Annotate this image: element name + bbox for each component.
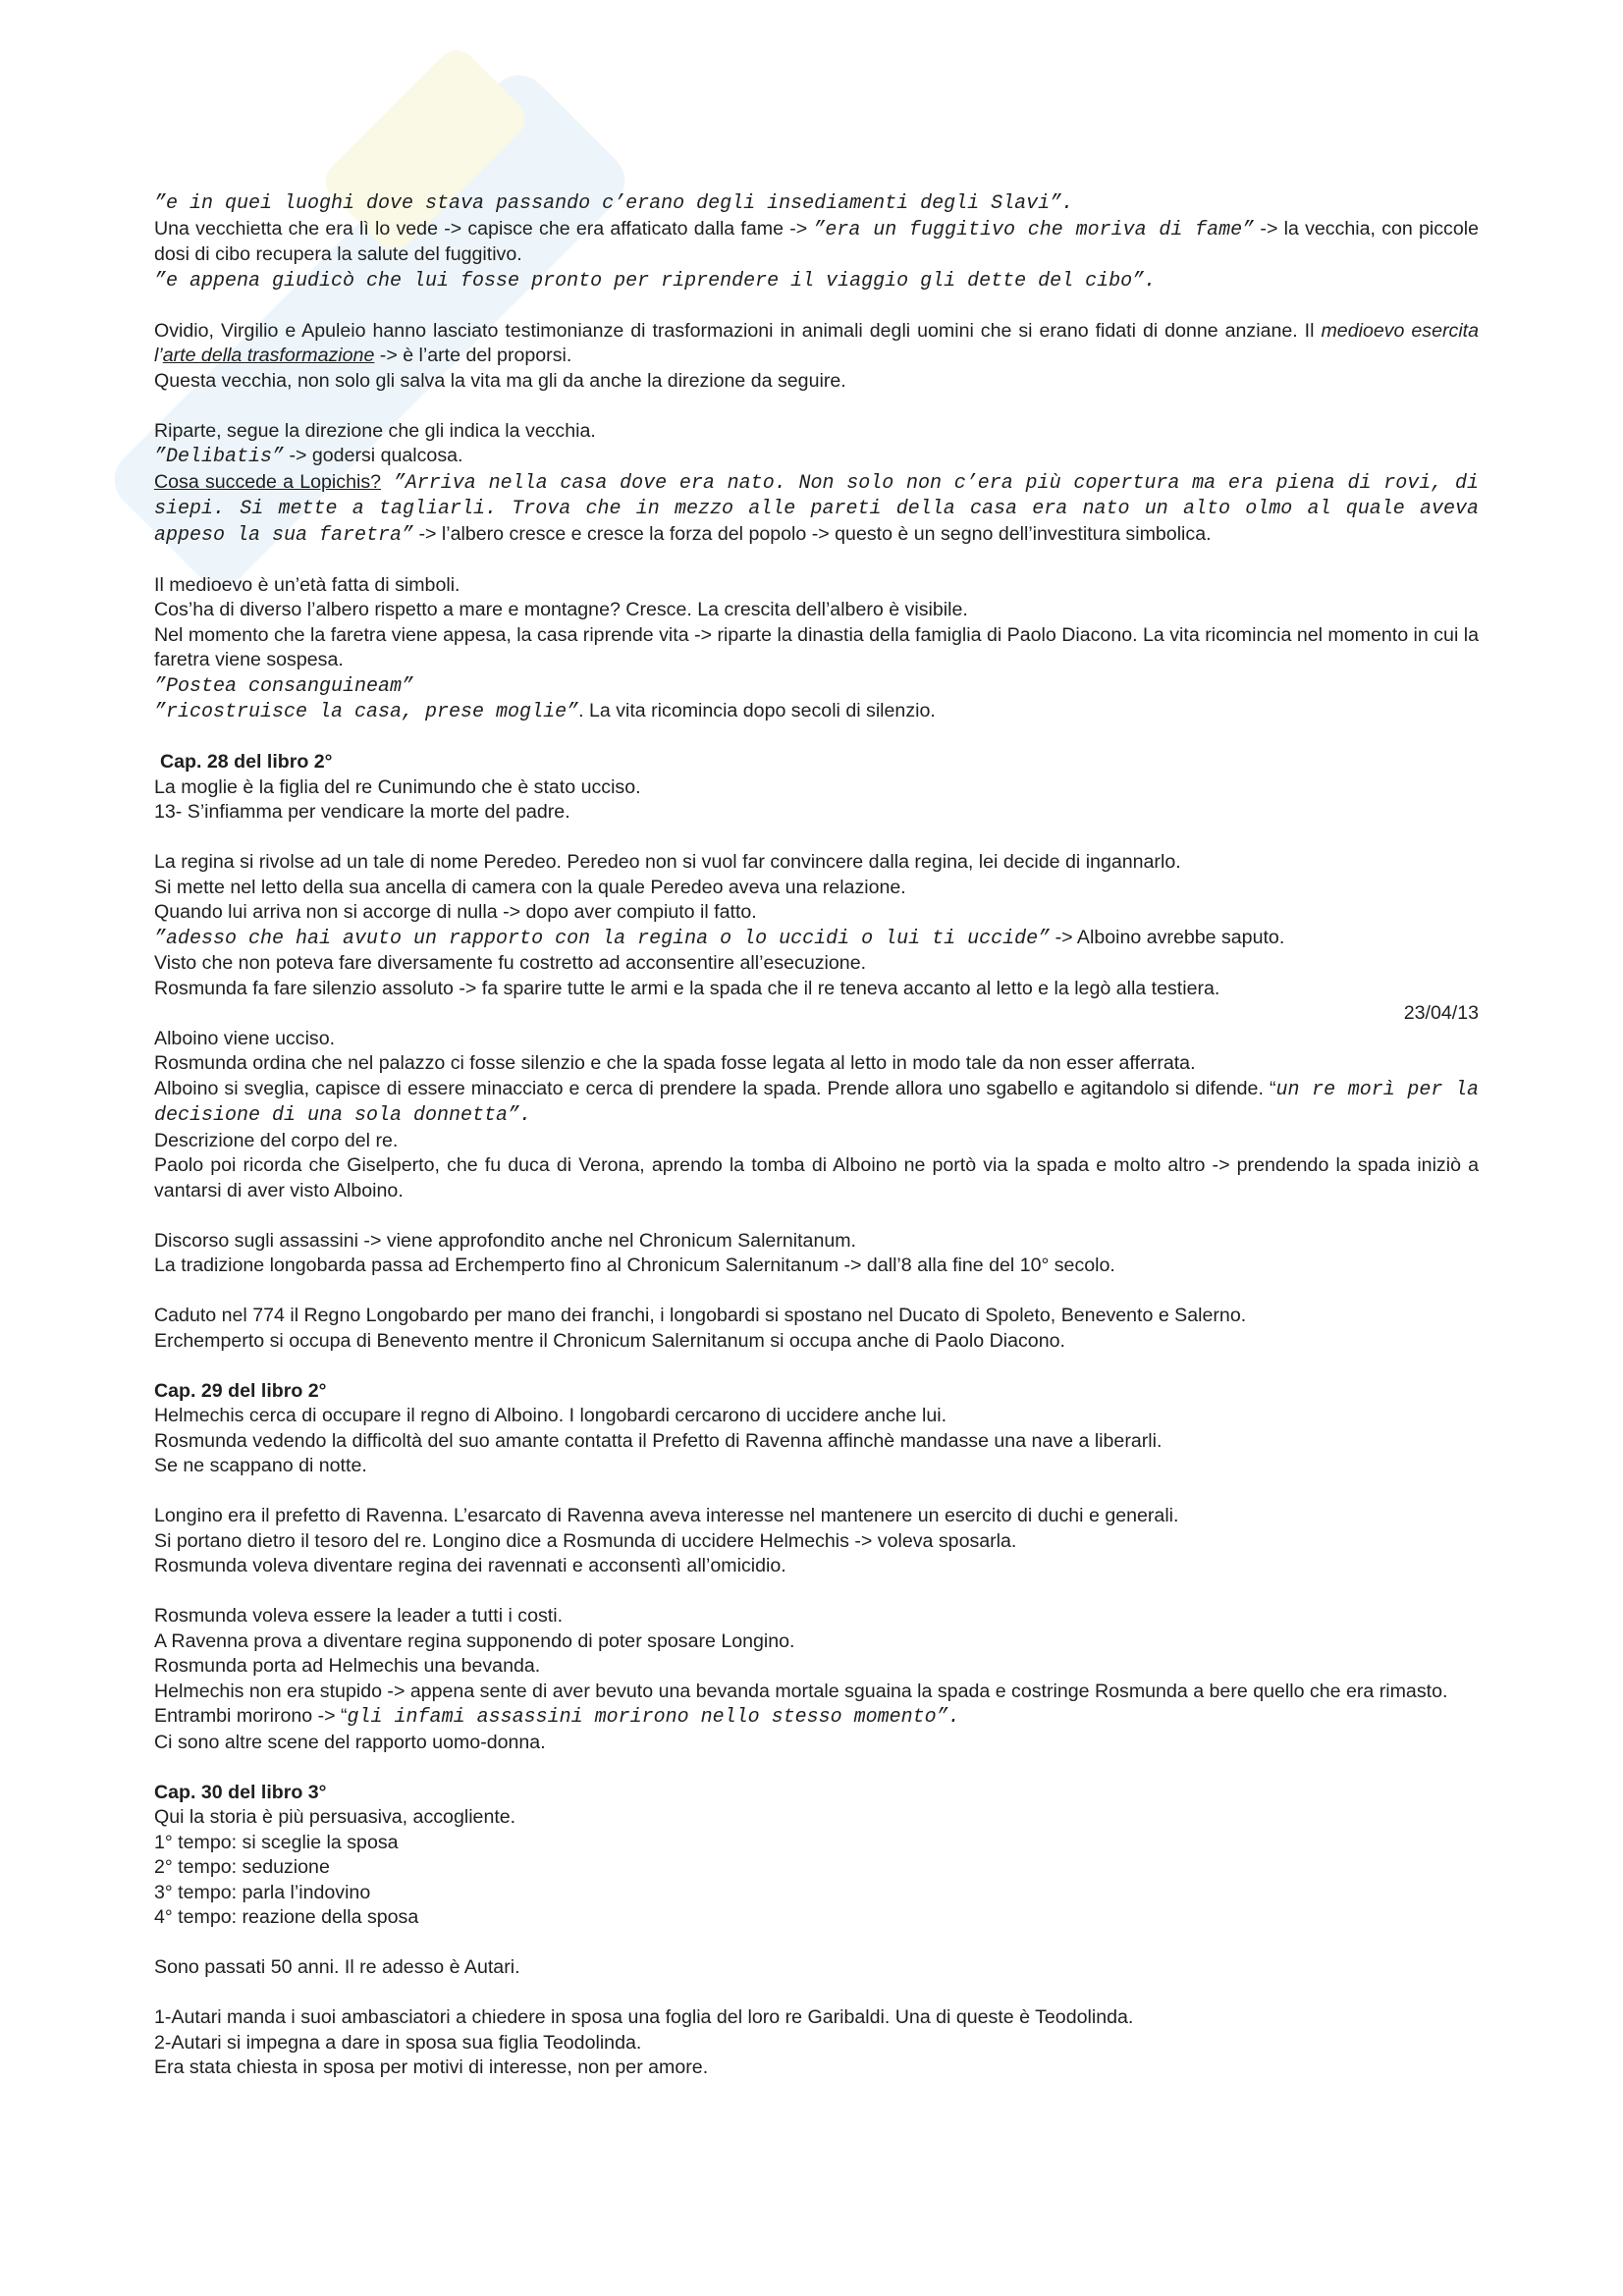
paragraph: Si portano dietro il tesoro del re. Longino dice a Rosmunda di uccidere Helmechis -> voleva sposarla. — [154, 1529, 1017, 1552]
paragraph: Rosmunda voleva diventare regina dei ravennati e acconsentì all’omicidio. — [154, 1555, 786, 1576]
list-item: 1° tempo: si sceglie la sposa — [154, 1831, 399, 1853]
paragraph: Erchemperto si occupa di Benevento mentre il Chronicum Salernitanum si occupa anche di Paolo Diacono. — [154, 1329, 1065, 1352]
date-stamp: 23/04/13 — [1403, 1002, 1479, 1024]
paragraph: Nel momento che la faretra viene appesa, la casa riprende vita -> riparte la dinastia della famiglia di Paolo Diacono. La vita ricomincia nel momento in cui la faretra viene sospesa. — [154, 623, 1479, 670]
paragraph: Rosmunda fa fare silenzio assoluto -> fa sparire tutte le armi e la spada che il re teneva accanto al letto e la legò alla testiera. — [154, 977, 1220, 999]
paragraph: Rosmunda vedendo la difficoltà del suo amante contatta il Prefetto di Ravenna affinchè mandasse una nave a liberarli. — [154, 1429, 1163, 1452]
paragraph: Era stata chiesta in sposa per motivi di interesse, non per amore. — [154, 2056, 709, 2078]
paragraph: Longino era il prefetto di Ravenna. L’esarcato di Ravenna aveva interesse nel mantenere un esercito di duchi e generali. — [154, 1505, 1179, 1526]
paragraph: Discorso sugli assassini -> viene approfondito anche nel Chronicum Salernitanum. — [154, 1229, 856, 1252]
paragraph: Alboino si sveglia, capisce di essere minacciato e cerca di prendere la spada. Prende allora uno sgabello e agitandolo si difende. “un re morì per la decisione di una sola donnetta”. — [154, 1077, 1479, 1127]
paragraph: Caduto nel 774 il Regno Longobardo per mano dei franchi, i longobardi si spostano nel Ducato di Spoleto, Benevento e Salerno. — [154, 1305, 1247, 1326]
paragraph: 13- S’infiamma per vendicare la morte del padre. — [154, 801, 570, 823]
paragraph: 1-Autari manda i suoi ambasciatori a chiedere in sposa una foglia del loro re Garibaldi. Una di queste è Teodolinda. — [154, 2006, 1134, 2028]
paragraph: Si mette nel letto della sua ancella di camera con la quale Peredeo aveva una relazione. — [154, 876, 906, 898]
paragraph: Qui la storia è più persuasiva, accogliente. — [154, 1806, 516, 1828]
quote-line: ”e appena giudicò che lui fosse pronto per riprendere il viaggio gli dette del cibo”. — [154, 269, 1157, 293]
paragraph: Helmechis non era stupido -> appena sente di aver bevuto una bevanda mortale sguaina la spada e costringe Rosmunda a bere quello che era rimasto. — [154, 1680, 1448, 1702]
paragraph: Questa vecchia, non solo gli salva la vita ma gli da anche la direzione da seguire. — [154, 369, 846, 392]
list-item: 2° tempo: seduzione — [154, 1856, 330, 1878]
paragraph: Helmechis cerca di occupare il regno di Alboino. I longobardi cercarono di uccidere anche lui. — [154, 1405, 947, 1426]
chapter-heading: Cap. 29 del libro 2° — [154, 1379, 327, 1402]
paragraph: Riparte, segue la direzione che gli indica la vecchia. — [154, 419, 596, 442]
paragraph: Rosmunda voleva essere la leader a tutti i costi. — [154, 1605, 564, 1627]
paragraph: Sono passati 50 anni. Il re adesso è Autari. — [154, 1956, 520, 1978]
paragraph: La tradizione longobarda passa ad Erchemperto fino al Chronicum Salernitanum -> dall’8 alla fine del 10° secolo. — [154, 1255, 1115, 1276]
document-body — [154, 190, 1479, 2081]
paragraph: ”ricostruisce la casa, prese moglie”. La vita ricomincia dopo secoli di silenzio. — [154, 700, 936, 723]
paragraph: Entrambi morirono -> “gli infami assassini morirono nello stesso momento”. — [154, 1705, 960, 1729]
list-item: 4° tempo: reazione della sposa — [154, 1906, 419, 1928]
quote-line: ”Postea consanguineam” — [154, 674, 414, 698]
paragraph: ”Delibatis” -> godersi qualcosa. — [154, 445, 463, 468]
paragraph: Alboino viene ucciso. — [154, 1027, 336, 1049]
paragraph: Se ne scappano di notte. — [154, 1455, 367, 1476]
list-item: 3° tempo: parla l’indovino — [154, 1881, 371, 1903]
paragraph: Una vecchietta che era lì lo vede -> capisce che era affaticato dalla fame -> ”era un fuggitivo che moriva di fame” -> la vecchia, con piccole dosi di cibo recupera la salute del fuggitivo. — [154, 217, 1479, 265]
paragraph: Cos’ha di diverso l’albero rispetto a mare e montagne? Cresce. La crescita dell’albero è visibile. — [154, 599, 968, 620]
paragraph: La moglie è la figlia del re Cunimundo che è stato ucciso. — [154, 775, 641, 798]
paragraph: Visto che non poteva fare diversamente fu costretto ad acconsentire all’esecuzione. — [154, 952, 867, 974]
chapter-heading: Cap. 30 del libro 3° — [154, 1781, 327, 1803]
chapter-heading: Cap. 28 del libro 2° — [160, 751, 333, 773]
paragraph: Ci sono altre scene del rapporto uomo-donna. — [154, 1731, 546, 1753]
paragraph: 2-Autari si impegna a dare in sposa sua figlia Teodolinda. — [154, 2031, 642, 2054]
paragraph: A Ravenna prova a diventare regina supponendo di poter sposare Longino. — [154, 1629, 795, 1652]
paragraph: Il medioevo è un’età fatta di simboli. — [154, 573, 460, 596]
paragraph: Cosa succede a Lopichis? ”Arriva nella casa dove era nato. Non solo non c’era più copertura ma era piena di rovi, di siepi. Si mette a tagliarli. Trova che in mezzo alle pareti della casa era nato un alto olmo al quale aveva appeso la sua faretra” -> l’albero cresce e cresce la forza del popolo -> questo è un segno dell’investitura simbolica. — [154, 470, 1479, 547]
paragraph: Quando lui arriva non si accorge di nulla -> dopo aver compiuto il fatto. — [154, 901, 757, 923]
paragraph: Ovidio, Virgilio e Apuleio hanno lasciato testimonianze di trasformazioni in animali degli uomini che si erano fidati di donne anziane. Il medioevo esercita l’arte della trasformazione -> è l’arte del proporsi. — [154, 319, 1480, 366]
quote-line: ”e in quei luoghi dove stava passando c’erano degli insediamenti degli Slavi”. — [154, 192, 1074, 215]
paragraph: Paolo poi ricorda che Giselperto, che fu duca di Verona, aprendo la tomba di Alboino ne portò via la spada e molto altro -> prendendo la spada iniziò a vantarsi di aver visto Alboino. — [154, 1154, 1479, 1201]
paragraph: La regina si rivolse ad un tale di nome Peredeo. Peredeo non si vuol far convincere dalla regina, lei decide di ingannarlo. — [154, 851, 1181, 873]
paragraph: Rosmunda porta ad Helmechis una bevanda. — [154, 1655, 541, 1677]
paragraph: Descrizione del corpo del re. — [154, 1129, 399, 1151]
paragraph: ”adesso che hai avuto un rapporto con la regina o lo uccidi o lui ti uccide” -> Alboino avrebbe saputo. — [154, 926, 1285, 950]
paragraph: Rosmunda ordina che nel palazzo ci fosse silenzio e che la spada fosse legata al letto in modo tale da non esser afferrata. — [154, 1052, 1196, 1074]
